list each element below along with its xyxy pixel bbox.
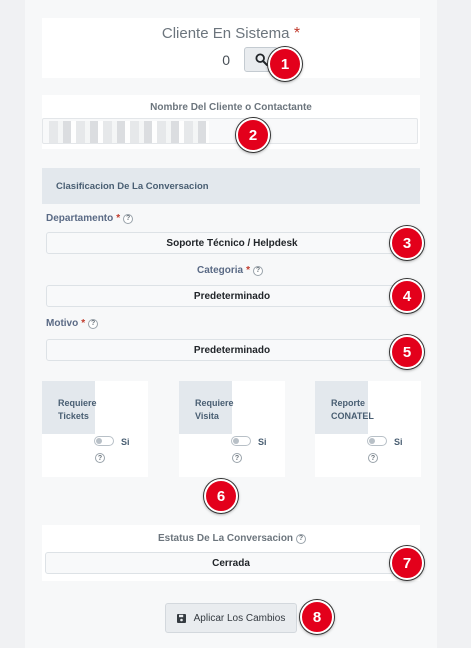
- estatus-label: [158, 533, 306, 544]
- departamento-label-text: Departamento: [46, 213, 114, 224]
- check-title: [315, 381, 374, 434]
- annotation-badge-8: 8: [300, 600, 334, 634]
- estatus-select[interactable]: Cerrada: [45, 552, 417, 574]
- estatus-label-text: Estatus De La Conversacion: [158, 533, 294, 544]
- requiere-tickets-toggle[interactable]: [94, 436, 114, 446]
- requiere-visita-card: [179, 381, 285, 477]
- check-title-line2: Visita: [195, 411, 219, 421]
- apply-changes-button[interactable]: [165, 603, 297, 633]
- check-title-line2: CONATEL: [331, 411, 374, 421]
- motivo-label-text: Motivo: [46, 318, 79, 329]
- motivo-select[interactable]: Predeterminado: [46, 339, 418, 361]
- help-icon[interactable]: ?: [368, 453, 378, 463]
- annotation-badge-7: 7: [390, 546, 424, 580]
- help-icon[interactable]: ?: [296, 534, 306, 544]
- toggle-label: Si: [394, 437, 403, 447]
- help-icon[interactable]: ?: [88, 319, 98, 329]
- check-title-line1: Reporte: [331, 398, 366, 408]
- categoria-select[interactable]: Predeterminado: [46, 285, 418, 307]
- clasificacion-header: [42, 168, 420, 204]
- help-icon[interactable]: ?: [232, 453, 242, 463]
- annotation-badge-3: 3: [390, 226, 424, 260]
- check-title-line1: Requiere: [58, 398, 97, 408]
- check-title-line2: Tickets: [58, 411, 89, 421]
- cliente-title: [42, 25, 420, 43]
- estatus-card: [42, 525, 420, 581]
- required-mark: *: [293, 25, 301, 42]
- save-icon: [177, 614, 186, 623]
- search-icon: [255, 53, 268, 66]
- categoria-label: [197, 265, 263, 276]
- annotation-badge-6: 6: [204, 479, 238, 513]
- annotation-badge-4: 4: [390, 279, 424, 313]
- cliente-card: [42, 18, 420, 78]
- cliente-title-text: Cliente En Sistema: [161, 25, 290, 42]
- apply-changes-label: Aplicar Los Cambios: [193, 612, 286, 624]
- check-title: [179, 381, 232, 434]
- check-title-line1: Requiere: [195, 398, 234, 408]
- help-icon[interactable]: ?: [253, 266, 263, 276]
- requiere-tickets-card: [42, 381, 148, 477]
- annotation-badge-1: 1: [268, 47, 302, 81]
- toggle-label: Si: [258, 437, 267, 447]
- categoria-label-text: Categoria: [197, 265, 244, 276]
- annotation-badge-5: 5: [390, 335, 424, 369]
- requiere-visita-toggle[interactable]: [231, 436, 251, 446]
- form-panel: [25, 0, 437, 648]
- clasificacion-header-text: Clasificacion De La Conversacion: [56, 180, 209, 192]
- required-mark: *: [246, 265, 251, 276]
- redacted-name-block: [49, 121, 209, 143]
- check-title: [42, 381, 95, 434]
- help-icon[interactable]: ?: [95, 453, 105, 463]
- reporte-conatel-toggle[interactable]: [367, 436, 387, 446]
- annotation-badge-2: 2: [236, 118, 270, 152]
- help-icon[interactable]: ?: [123, 214, 133, 224]
- required-mark: *: [116, 213, 121, 224]
- toggle-label: Si: [121, 437, 130, 447]
- reporte-conatel-card: [315, 381, 421, 477]
- cliente-id-input[interactable]: 0: [222, 52, 230, 68]
- nombre-card: [42, 95, 420, 149]
- required-mark: *: [81, 318, 86, 329]
- nombre-input[interactable]: [42, 118, 418, 144]
- departamento-label: [46, 213, 133, 224]
- motivo-label: [46, 318, 98, 329]
- departamento-select[interactable]: Soporte Técnico / Helpdesk: [46, 232, 418, 254]
- nombre-label: Nombre Del Cliente o Contactante: [150, 102, 312, 113]
